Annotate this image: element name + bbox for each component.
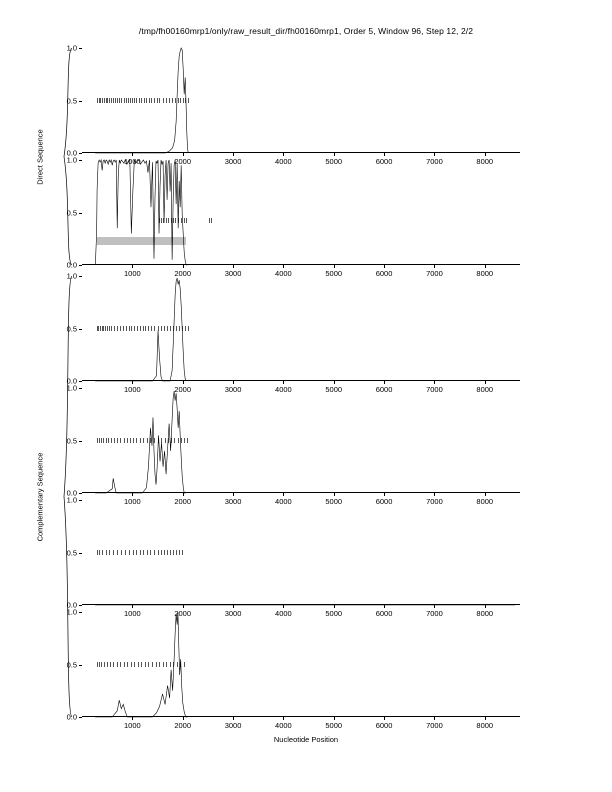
x-tick-mark bbox=[283, 493, 284, 496]
y-tick-label: 0.5 bbox=[66, 208, 77, 217]
x-tick-mark bbox=[233, 605, 234, 608]
x-tick-label: 4000 bbox=[275, 385, 292, 394]
x-tick-label: 8000 bbox=[476, 157, 494, 166]
x-tick-label: 2000 bbox=[174, 609, 192, 618]
x-tick-label: 7000 bbox=[426, 157, 443, 166]
complementary-sequence-brace bbox=[62, 276, 74, 717]
chart-panel-1 bbox=[66, 43, 520, 166]
chart-panel-2 bbox=[66, 155, 520, 278]
x-tick-mark bbox=[485, 493, 486, 496]
series-curve bbox=[82, 612, 520, 717]
x-tick-mark bbox=[485, 265, 486, 268]
x-tick-mark bbox=[283, 605, 284, 608]
x-tick-label: 1000 bbox=[124, 269, 141, 278]
x-tick-mark bbox=[132, 605, 133, 608]
y-tick-mark bbox=[79, 265, 82, 266]
x-tick-mark bbox=[283, 717, 284, 720]
x-tick-label: 4000 bbox=[275, 721, 292, 730]
x-tick-mark bbox=[384, 265, 385, 268]
x-tick-label: 1000 bbox=[124, 721, 141, 730]
x-tick-mark bbox=[132, 381, 133, 384]
x-tick-label: 1000 bbox=[124, 609, 141, 618]
y-tick-label: 0.5 bbox=[66, 324, 77, 333]
y-tick-label: 0.0 bbox=[66, 488, 77, 498]
x-tick-label: 3000 bbox=[224, 609, 242, 618]
x-tick-label: 6000 bbox=[375, 157, 393, 166]
y-tick-label: 1.0 bbox=[66, 43, 77, 53]
x-tick-mark bbox=[233, 493, 234, 496]
x-tick-mark bbox=[485, 717, 486, 720]
x-tick-mark bbox=[434, 717, 435, 720]
direct-sequence-brace bbox=[62, 48, 74, 265]
x-tick-label: 3000 bbox=[224, 157, 242, 166]
y-tick-mark bbox=[79, 153, 82, 154]
x-tick-mark bbox=[384, 493, 385, 496]
x-tick-label: 4000 bbox=[275, 609, 292, 618]
x-tick-mark bbox=[485, 605, 486, 608]
x-tick-label: 5000 bbox=[325, 721, 343, 730]
x-tick-label: 7000 bbox=[426, 269, 443, 278]
x-tick-mark bbox=[384, 153, 385, 156]
x-tick-mark bbox=[434, 381, 435, 384]
complementary-sequence-label: Complementary Sequence bbox=[35, 452, 45, 541]
x-tick-label: 4000 bbox=[275, 497, 292, 506]
x-tick-mark bbox=[132, 493, 133, 496]
y-tick-mark bbox=[79, 717, 82, 718]
x-tick-mark bbox=[384, 717, 385, 720]
y-tick-label: 0.5 bbox=[66, 660, 77, 669]
x-tick-mark bbox=[485, 153, 486, 156]
x-tick-mark bbox=[384, 605, 385, 608]
x-tick-label: 7000 bbox=[426, 385, 443, 394]
x-tick-mark bbox=[283, 381, 284, 384]
x-tick-mark bbox=[183, 717, 184, 720]
y-tick-label: 0.0 bbox=[66, 600, 77, 610]
x-tick-label: 2000 bbox=[174, 269, 192, 278]
x-tick-label: 2000 bbox=[174, 385, 192, 394]
x-tick-mark bbox=[233, 717, 234, 720]
y-tick-mark bbox=[79, 381, 82, 382]
y-tick-label: 1.0 bbox=[66, 271, 77, 281]
series-curve bbox=[82, 500, 520, 605]
x-tick-mark bbox=[334, 153, 335, 156]
x-tick-mark bbox=[334, 381, 335, 384]
x-tick-label: 8000 bbox=[476, 385, 494, 394]
x-tick-mark bbox=[334, 493, 335, 496]
x-tick-mark bbox=[434, 605, 435, 608]
chart-panel-6 bbox=[66, 607, 520, 730]
x-tick-mark bbox=[132, 153, 133, 156]
y-tick-mark bbox=[79, 493, 82, 494]
x-tick-mark bbox=[183, 605, 184, 608]
x-tick-label: 2000 bbox=[174, 721, 192, 730]
x-tick-mark bbox=[485, 381, 486, 384]
x-tick-label: 8000 bbox=[476, 721, 494, 730]
x-tick-mark bbox=[334, 717, 335, 720]
x-tick-label: 1000 bbox=[124, 497, 141, 506]
x-tick-mark bbox=[334, 265, 335, 268]
x-tick-label: 8000 bbox=[476, 269, 494, 278]
series-curve bbox=[82, 276, 520, 381]
chart-panel-5 bbox=[66, 495, 520, 618]
x-tick-label: 7000 bbox=[426, 497, 443, 506]
series-curve bbox=[82, 160, 520, 265]
x-tick-label: 2000 bbox=[174, 157, 192, 166]
x-tick-mark bbox=[384, 381, 385, 384]
x-tick-label: 5000 bbox=[325, 609, 343, 618]
x-tick-mark bbox=[132, 265, 133, 268]
x-tick-label: 4000 bbox=[275, 157, 292, 166]
x-tick-mark bbox=[183, 381, 184, 384]
direct-sequence-label: Direct Sequence bbox=[35, 128, 45, 185]
x-tick-label: 7000 bbox=[426, 721, 443, 730]
x-tick-mark bbox=[132, 717, 133, 720]
chart-panel-4 bbox=[66, 383, 520, 506]
x-tick-label: 4000 bbox=[275, 269, 292, 278]
figure-title: /tmp/fh00160mrp1/only/raw_result_dir/fh00160mrp1, Order 5, Window 96, Step 12, 2/2 bbox=[138, 26, 474, 36]
x-tick-label: 2000 bbox=[174, 497, 192, 506]
x-tick-label: 6000 bbox=[375, 497, 393, 506]
x-tick-label: 8000 bbox=[476, 609, 494, 618]
x-axis-label: Nucleotide Position bbox=[273, 735, 339, 744]
y-tick-label: 1.0 bbox=[66, 607, 77, 617]
y-tick-label: 0.0 bbox=[66, 712, 77, 722]
x-tick-label: 5000 bbox=[325, 157, 343, 166]
y-tick-label: 0.5 bbox=[66, 96, 77, 105]
x-tick-label: 8000 bbox=[476, 497, 494, 506]
y-tick-label: 1.0 bbox=[66, 383, 77, 393]
x-tick-mark bbox=[183, 265, 184, 268]
x-tick-mark bbox=[233, 153, 234, 156]
x-tick-label: 3000 bbox=[224, 721, 242, 730]
y-tick-mark bbox=[79, 605, 82, 606]
x-tick-mark bbox=[434, 153, 435, 156]
x-tick-mark bbox=[334, 605, 335, 608]
x-tick-label: 5000 bbox=[325, 497, 343, 506]
y-tick-label: 1.0 bbox=[66, 155, 77, 165]
x-tick-label: 5000 bbox=[325, 385, 343, 394]
y-tick-label: 0.5 bbox=[66, 436, 77, 445]
x-tick-mark bbox=[283, 153, 284, 156]
series-curve bbox=[82, 388, 520, 493]
x-tick-label: 6000 bbox=[375, 385, 393, 394]
x-tick-label: 7000 bbox=[426, 609, 443, 618]
x-tick-label: 6000 bbox=[375, 721, 393, 730]
x-tick-label: 1000 bbox=[124, 157, 141, 166]
x-tick-mark bbox=[434, 493, 435, 496]
x-tick-label: 6000 bbox=[375, 609, 393, 618]
chart-panel-3 bbox=[66, 271, 520, 394]
y-tick-label: 0.0 bbox=[66, 260, 77, 270]
x-tick-label: 6000 bbox=[375, 269, 393, 278]
x-tick-mark bbox=[233, 265, 234, 268]
y-tick-label: 0.0 bbox=[66, 148, 77, 158]
x-tick-label: 3000 bbox=[224, 497, 242, 506]
x-tick-mark bbox=[183, 493, 184, 496]
x-tick-mark bbox=[283, 265, 284, 268]
x-tick-mark bbox=[233, 381, 234, 384]
x-tick-label: 1000 bbox=[124, 385, 141, 394]
x-tick-label: 3000 bbox=[224, 385, 242, 394]
x-tick-label: 5000 bbox=[325, 269, 343, 278]
x-tick-mark bbox=[434, 265, 435, 268]
y-tick-label: 0.0 bbox=[66, 376, 77, 386]
x-tick-label: 3000 bbox=[224, 269, 242, 278]
y-tick-label: 1.0 bbox=[66, 495, 77, 505]
series-curve bbox=[82, 48, 520, 153]
x-tick-mark bbox=[183, 153, 184, 156]
y-tick-label: 0.5 bbox=[66, 548, 77, 557]
